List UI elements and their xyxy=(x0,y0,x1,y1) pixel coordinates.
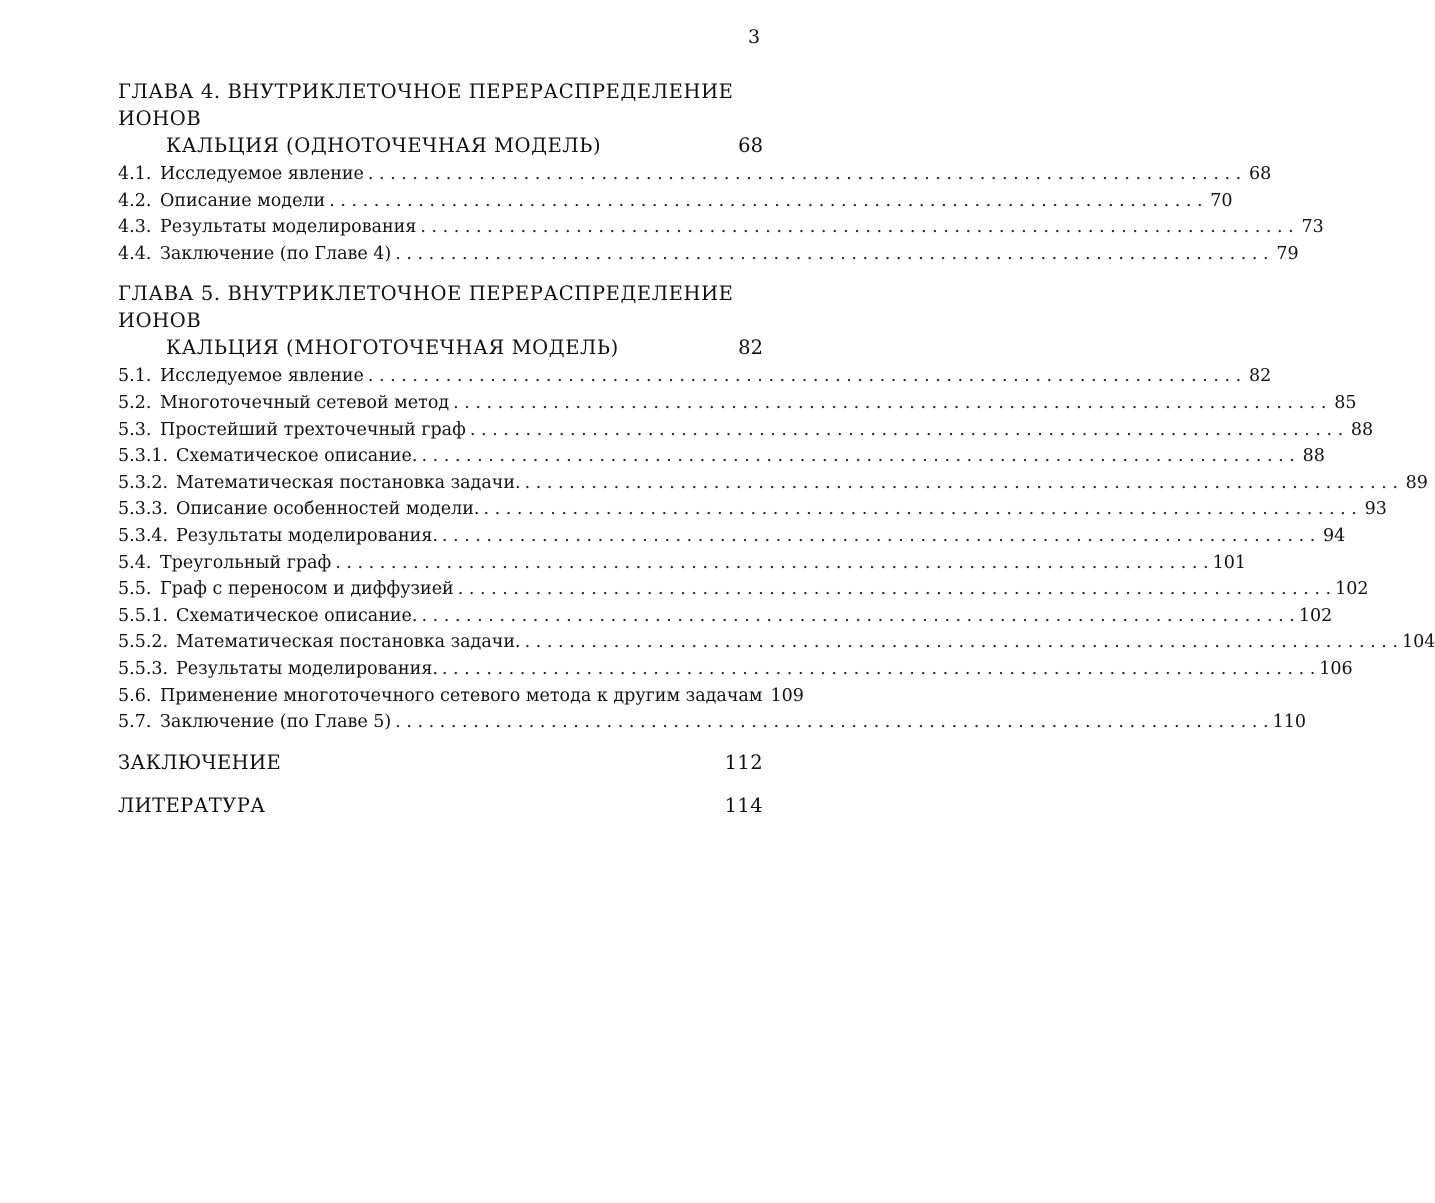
toc-entry xyxy=(118,576,1369,603)
leader-dots xyxy=(421,443,1294,470)
entry-number: 5.5.3. xyxy=(118,658,169,679)
toc-entry xyxy=(118,683,804,710)
entry-page: 94 xyxy=(1323,525,1346,546)
entry-title: Треугольный граф xyxy=(160,552,332,573)
entry-page: 68 xyxy=(1248,164,1272,184)
toc-entry xyxy=(118,550,1246,577)
entry-title: Результаты моделирования. xyxy=(176,658,438,679)
chapter-title-line1: ГЛАВА 5. ВНУТРИКЛЕТОЧНОЕ ПЕРЕРАСПРЕДЕЛЕНИЕ ИОНОВ xyxy=(118,282,734,333)
entry-title: Исследуемое явление xyxy=(160,366,364,387)
leader-dots xyxy=(525,629,1398,656)
entry-number: 5.3.3. xyxy=(118,499,169,520)
leader-dots xyxy=(458,576,1331,603)
entry-page: 110 xyxy=(1272,712,1307,733)
entry-page: 88 xyxy=(1350,419,1374,440)
entry-title: Математическая постановка задачи. xyxy=(176,632,521,653)
leader-dots xyxy=(453,390,1326,417)
entry-page: 102 xyxy=(1298,605,1333,626)
entry-page: 104 xyxy=(1401,632,1435,653)
entry-number: 5.4. xyxy=(118,552,152,573)
toc-subentry xyxy=(118,443,1325,470)
entry-title: Описание модели xyxy=(160,190,326,211)
entry-page: 89 xyxy=(1405,472,1428,493)
entry-page: 109 xyxy=(770,685,804,706)
toc-subentry xyxy=(118,603,1333,630)
entry-page: 88 xyxy=(1302,446,1325,467)
toc-subentry xyxy=(118,496,1387,523)
chapter-entries xyxy=(118,161,1324,267)
entry-title: Заключение (по Главе 5) xyxy=(160,712,392,733)
entry-number: 4.3. xyxy=(118,217,152,238)
leader-dots xyxy=(335,550,1208,577)
entry-number: 5.5.2. xyxy=(118,632,169,653)
entry-number: 5.3. xyxy=(118,419,152,440)
page-number: 3 xyxy=(748,26,761,48)
toc-entry xyxy=(118,363,1272,390)
leader-dots xyxy=(420,214,1293,241)
entry-title: Граф с переносом и диффузией xyxy=(160,579,454,600)
entry-number: 5.3.2. xyxy=(118,472,169,493)
chapter-page: 82 xyxy=(738,336,763,360)
entry-page: 102 xyxy=(1335,579,1369,600)
entry-title: Описание особенностей модели. xyxy=(176,499,480,520)
entry-number: 5.3.4. xyxy=(118,525,169,546)
leader-dots xyxy=(368,363,1241,390)
leader-dots xyxy=(395,241,1268,268)
leader-dots xyxy=(395,709,1268,736)
entry-title: Схематическое описание. xyxy=(176,446,418,467)
entry-number: 5.3.1. xyxy=(118,446,169,467)
toc-subentry xyxy=(118,470,1428,497)
toc-entry xyxy=(118,417,1374,444)
table-of-contents xyxy=(118,78,1435,817)
literature-entry xyxy=(118,794,763,817)
chapter-title-line2-row xyxy=(118,334,763,361)
chapter-title-line2: КАЛЬЦИЯ (ОДНОТОЧЕЧНАЯ МОДЕЛЬ) xyxy=(166,134,602,157)
leader-dots xyxy=(525,470,1398,497)
entry-title: Многоточечный сетевой метод xyxy=(160,392,450,413)
entry-title: Математическая постановка задачи. xyxy=(176,472,521,493)
literature-page: 114 xyxy=(724,793,763,817)
entry-title: Схематическое описание. xyxy=(176,605,418,626)
conclusion-page: 112 xyxy=(724,750,763,774)
entry-number: 5.1. xyxy=(118,366,152,387)
toc-entry xyxy=(118,709,1307,736)
leader-dots xyxy=(483,496,1356,523)
entry-number: 5.5. xyxy=(118,579,152,600)
chapter-5 xyxy=(118,280,1435,735)
toc-subentry xyxy=(118,523,1346,550)
chapter-page: 68 xyxy=(738,134,763,157)
toc-entry xyxy=(118,161,1272,188)
toc-subentry xyxy=(118,656,1353,683)
leader-dots xyxy=(470,417,1343,444)
conclusion-title: ЗАКЛЮЧЕНИЕ xyxy=(118,750,282,774)
chapter-4 xyxy=(118,78,1324,267)
entry-number: 5.2. xyxy=(118,392,152,413)
entry-page: 73 xyxy=(1301,217,1324,238)
entry-title: Исследуемое явление xyxy=(160,164,364,184)
chapter-title-line1: ГЛАВА 4. ВНУТРИКЛЕТОЧНОЕ ПЕРЕРАСПРЕДЕЛЕНИЕ ИОНОВ xyxy=(118,80,734,130)
chapter-entries xyxy=(118,363,1435,735)
entry-number: 4.2. xyxy=(118,190,152,211)
chapter-title-line2-row xyxy=(118,132,763,159)
entry-number: 5.5.1. xyxy=(118,605,169,626)
leader-dots xyxy=(442,523,1315,550)
toc-entry xyxy=(118,390,1357,417)
entry-title: Заключение (по Главе 4) xyxy=(160,243,392,264)
entry-page: 82 xyxy=(1248,366,1272,387)
entry-page: 101 xyxy=(1212,552,1246,573)
entry-number: 4.1. xyxy=(118,164,152,184)
literature-title: ЛИТЕРАТУРА xyxy=(118,793,266,817)
entry-number: 5.7. xyxy=(118,712,152,733)
entry-title: Простейший трехточечный граф xyxy=(160,419,466,440)
entry-title: Применение многоточечного сетевого метода к другим задачам xyxy=(160,685,763,706)
entry-number: 5.6. xyxy=(118,685,152,706)
toc-subentry xyxy=(118,629,1435,656)
chapter-title xyxy=(118,78,763,159)
entry-page: 79 xyxy=(1276,243,1299,264)
entry-page: 106 xyxy=(1319,658,1353,679)
entry-title: Результаты моделирования. xyxy=(176,525,438,546)
toc-entry xyxy=(118,241,1299,268)
leader-dots xyxy=(368,161,1241,188)
toc-entry xyxy=(118,214,1324,241)
conclusion-entry xyxy=(118,751,763,774)
leader-dots xyxy=(329,188,1202,215)
entry-page: 85 xyxy=(1334,392,1357,413)
chapter-title-line2: КАЛЬЦИЯ (МНОГОТОЧЕЧНАЯ МОДЕЛЬ) xyxy=(166,336,619,360)
leader-dots xyxy=(421,603,1294,630)
leader-dots xyxy=(442,656,1315,683)
entry-page: 93 xyxy=(1364,499,1387,520)
entry-number: 4.4. xyxy=(118,243,152,264)
toc-entry xyxy=(118,188,1233,215)
chapter-title xyxy=(118,280,763,361)
entry-page: 70 xyxy=(1210,190,1233,211)
entry-title: Результаты моделирования xyxy=(160,217,417,238)
